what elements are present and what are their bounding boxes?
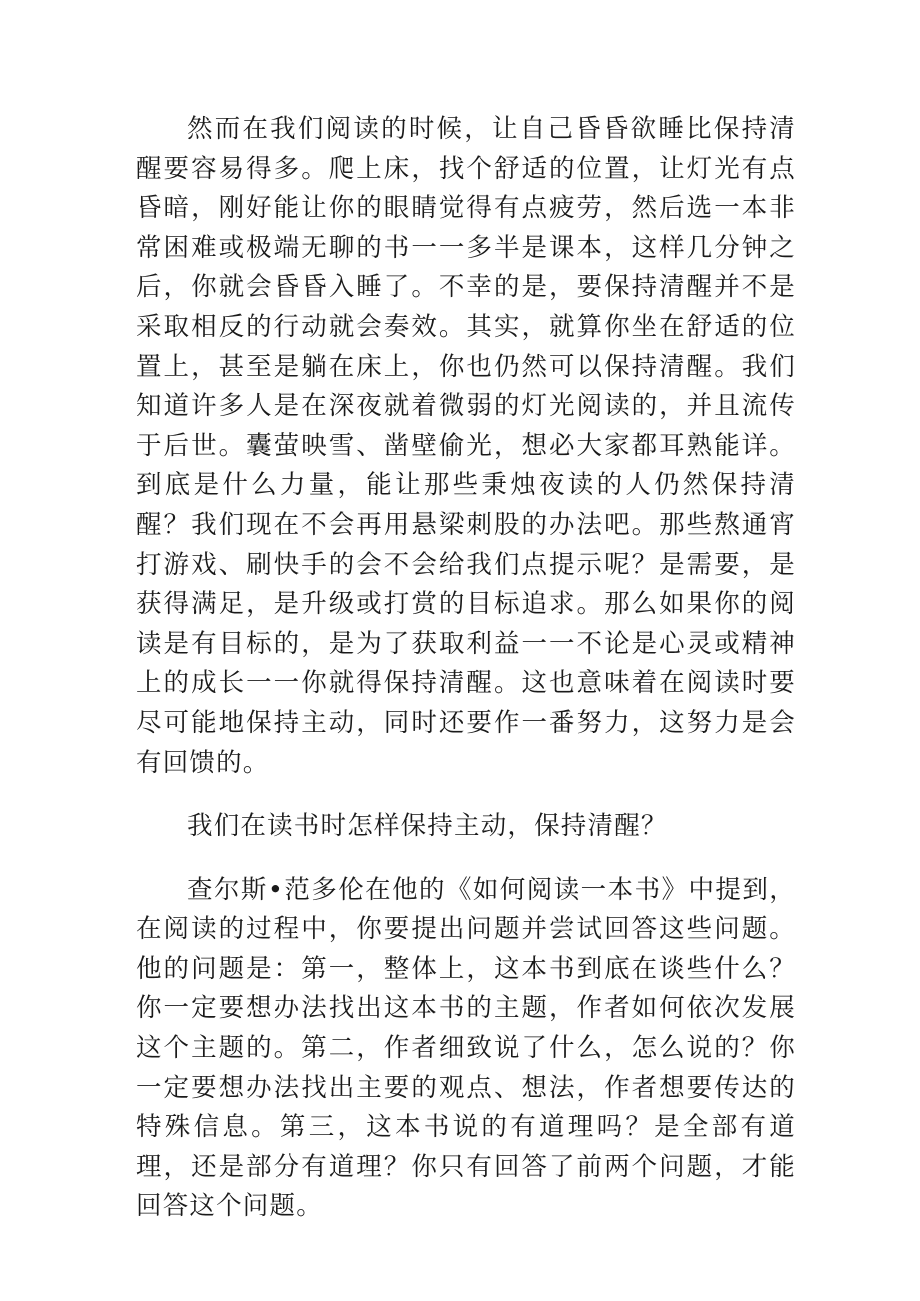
document-page [136, 110, 796, 1227]
paragraph-question-heading: 我们在读书时怎样保持主动，保持清醒？ [187, 811, 668, 842]
paragraph-reading-alertness: 然而在我们阅读的时候，让自己昏昏欲睡比保持清醒要容易得多。爬上床，找个舒适的位置，让灯光有点昏暗，刚好能让你的眼睛觉得有点疲劳，然后选一本非常困难或极端无聊的书一一多半是课本，这样几分钟之后，你就会昏昏入睡了。不幸的是，要保持清醒并不是采取相反的行动就会奏效。其实，就算你坐在舒适的位置上，甚至是躺在床上，你也仍然可以保持清醒。我们知道许多人是在深夜就着微弱的灯光阅读的，并且流传于后世。囊萤映雪、凿壁偷光，想必大家都耳熟能详。到底是什么力量，能让那些秉烛夜读的人仍然保持清醒？我们现在不会再用悬梁刺股的办法吧。那些熬通宵打游戏、刷快手的会不会给我们点提示呢？是需要，是获得满足，是升级或打赏的目标追求。那么如果你的阅读是有目标的，是为了获取利益一一不论是心灵或精神上的成长一一你就得保持清醒。这也意味着在阅读时要尽可能地保持主动，同时还要作一番努力，这努力是会有回馈的。 [136, 114, 796, 778]
paragraph-van-doren-questions: 查尔斯•范多伦在他的《如何阅读一本书》中提到，在阅读的过程中，你要提出问题并尝试回答这些问题。他的问题是：第一，整体上，这本书到底在谈些什么？你一定要想办法找出这本书的主题，作者如何依次发展这个主题的。第二，作者细致说了什么，怎么说的？你一定要想办法找出主要的观点、想法，作者想要传达的特殊信息。第三，这本书说的有道理吗？是全部有道理，还是部分有道理？你只有回答了前两个问题，才能回答这个问题。 [136, 874, 796, 1222]
